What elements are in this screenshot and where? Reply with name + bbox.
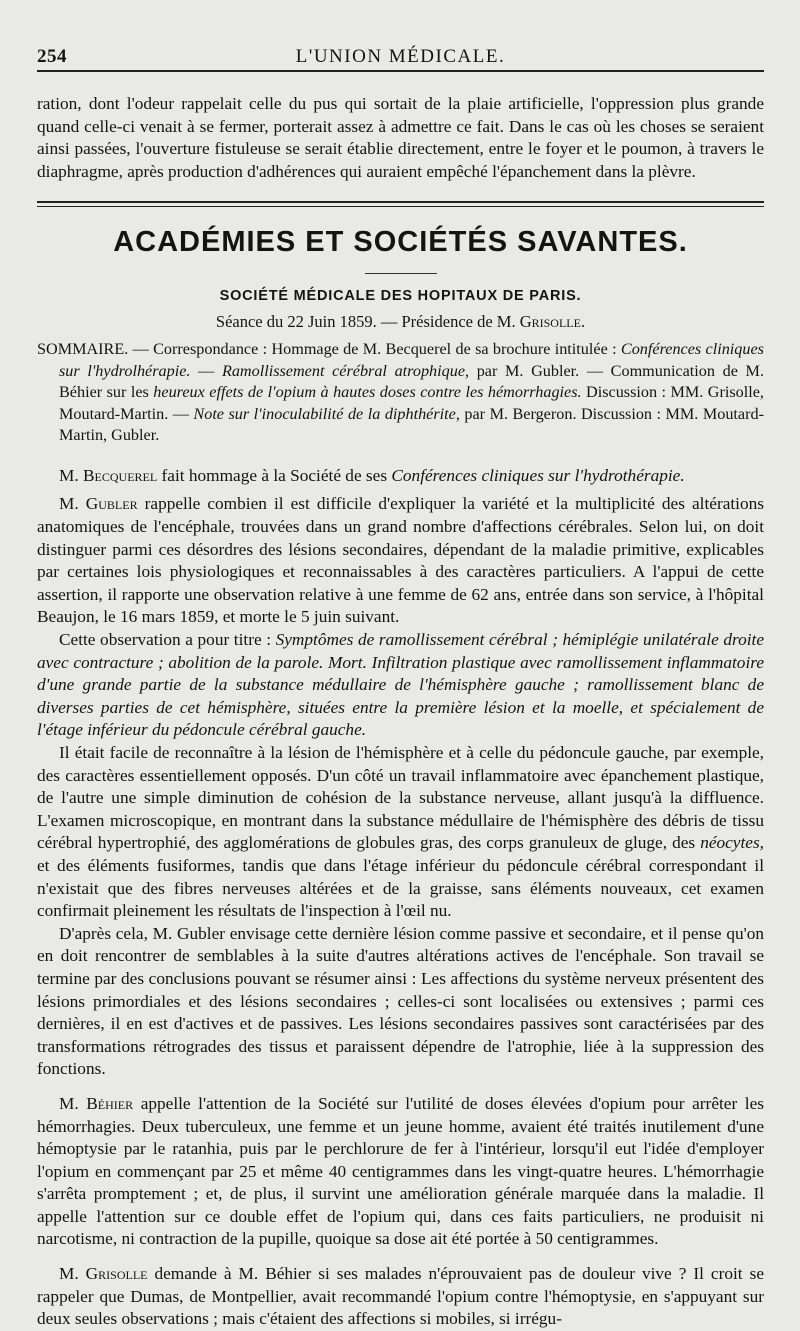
summary-italic: Ramollissement cérébral atrophique, xyxy=(221,361,470,380)
paragraph-gubler xyxy=(37,493,764,629)
paragraph-text: rappelle combien il est difficile d'expliquer la variété et la multiplicité des altérations anatomiques de l'encéphale, trouvées dans un grand nombre d'affections cérébrales. Selon lui, on doit distinguer parmi ces désordres des lésions secondaires, dépendant de la maladie primitive, explicables par certaines lois physiologiques et reconnaissables à des caractères particuliers. A l'appui de cette assertion, il rapporte une observation relative à une femme de 62 ans, entrée dans son service, à l'hôpital Beaujon, le 16 mars 1859, et morte le 5 juin suivant. xyxy=(37,494,764,627)
summary xyxy=(37,339,764,447)
paragraph-conclusions: D'après cela, M. Gubler envisage cette dernière lésion comme passive et secondaire, et il pense qu'on en doit rencontrer de semblables à la suite d'autres altérations actives de l'encéphale. Son travail se termine par des conclusions pouvant se résumer ainsi : Les affections du système nerveux présentent des lésions primordiales et des lésions secondaires ; celles-ci sont localisées ou extensives ; parmi ces dernières, il en est d'actives et de passives. Les lésions secondaires passives sont caractérisées par des transformations rétrogrades des tissus et paraissent dépendre de l'atrophie, liée à la suppression des fonctions. xyxy=(37,923,764,1079)
summary-label: SOMMAIRE. xyxy=(37,340,129,359)
paragraph-italic: Conférences cliniques sur l'hydrothérapie. xyxy=(391,465,685,485)
summary-italic: heureux effets de l'opium à hautes doses contre les hémorrhagies. xyxy=(153,383,582,402)
section-title: ACADÉMIES ET SOCIÉTÉS SAVANTES. xyxy=(113,226,688,259)
summary-part: — Correspondance : Hommage de M. Becquerel de sa brochure intitulée : xyxy=(128,340,621,359)
summary-part: — xyxy=(190,361,222,380)
paragraph-behier xyxy=(37,1093,764,1251)
speaker-name: M. Becquerel xyxy=(59,465,158,485)
page-number: 254 xyxy=(37,46,67,67)
society-title: SOCIÉTÉ MÉDICALE DES HOPITAUX DE PARIS. xyxy=(219,288,582,305)
section-divider xyxy=(37,201,764,207)
paragraph-text: Cette observation a pour titre : xyxy=(59,630,276,650)
session-date: Séance du 22 Juin 1859. — Présidence de M. xyxy=(215,312,520,332)
paragraph-lesions xyxy=(37,742,764,923)
speaker-name: M. Grisolle xyxy=(59,1264,148,1284)
paragraph-italic: néocytes, xyxy=(700,833,764,853)
paragraph-observation xyxy=(37,629,764,742)
journal-title: L'UNION MÉDICALE. xyxy=(295,46,506,67)
intro-paragraph: ration, dont l'odeur rappelait celle du pus qui sortait de la plaie artificielle, l'oppression plus grande quand celle-ci venait à se fermer, porterait assez à admettre ce fait. Dans le cas où les choses se seraient ainsi passées, l'ouverture fistuleuse se serait établie directement, entre le foyer et le poumon, à travers le diaphragme, après production d'adhérences qui auraient empêché l'épanchement dans la plèvre. xyxy=(37,94,764,181)
paragraph-becquerel xyxy=(37,465,764,488)
paragraph-text: Il était facile de reconnaître à la lésion de l'hémisphère et à celle du pédoncule gauche, par exemple, des caractères essentiellement opposés. D'un côté un travail inflammatoire avec épanchement plastique, de l'autre une simple diminution de cohésion de la substance nerveuse, allant jusqu'à la diffluence. L'examen microscopique, en montrant dans la substance médullaire de l'hémisphère des débris de tissu cérébral hypertrophié, des agglomérations de globules gras, des corps granuleux de gluge, des xyxy=(37,743,764,853)
session-line xyxy=(37,311,764,333)
summary-italic: Note sur l'inoculabilité de la diphthérite xyxy=(193,404,456,423)
paragraph-text: et des éléments fusiformes, tandis que dans l'étage inférieur du pédoncule cérébral correspondant il n'existait que des fibres nerveuses altérées et de la graisse, sans éléments nouveaux, cet examen confirmait pleinement les résultats de l'inspection à l'œil nu. xyxy=(37,855,764,921)
speaker-name: M. Gubler xyxy=(59,494,138,514)
summary-part: par M. Gubler. — Communication de M. Béhier sur les xyxy=(59,361,764,402)
paragraph-grisolle xyxy=(37,1263,764,1331)
summary-part: , par M. Bergeron. Discussion : MM. Moutard-Martin, Gubler. xyxy=(59,404,764,445)
running-head xyxy=(37,0,764,67)
paragraph-text: appelle l'attention de la Société sur l'utilité de doses élevées d'opium pour arrêter les hémorrhagies. Deux tuberculeux, une femme et un jeune homme, avaient été traités inutilement d'une hémoptysie par le ratanhia, puis par le perchlorure de fer à l'intérieur, lorsqu'il eut l'idée d'employer l'opium en commençant par 25 et même 40 centigrammes dans les vingt-quatre heures. L'hémorrhagie s'arrêta promptement ; et, de plus, il survint une amélioration générale marquée dans la maladie. Il appelle l'attention sur ce double effet de l'opium qui, dans ces faits particuliers, ne produisit ni narcotisme, ni contraction de la pupille, quoique sa dose ait été portée à 50 centigrammes. xyxy=(37,1093,764,1249)
observation-title: Symptômes de ramollissement cérébral ; hémiplégie unilatérale droite avec contracture ; abolition de la parole. Mort. Infiltration plastique avec ramollissement inflammatoire d'une grande partie de la substance médullaire de l'hémisphère gauche ; ramollissement blanc de diverses parties de cet hémisphère, situées entre la première lésion et la moelle, et spécialement de l'étage inférieur du pédoncule cérébral gauche. xyxy=(37,630,765,740)
title-rule xyxy=(365,273,437,274)
speaker-name: M. Béhier xyxy=(59,1093,134,1113)
summary-italic: Conférences cliniques sur l'hydrolhérapie. xyxy=(59,340,764,380)
paragraph-text: demande à M. Béhier si ses malades n'éprouvaient pas de douleur vive ? Il croit se rappeler que Dumas, de Montpellier, avait recommandé l'opium contre l'hémoptysie, en s'appuyant sur deux seules observations ; mais c'étaient des affections si mobiles, si irrégu- xyxy=(37,1264,764,1329)
paragraph-text: fait hommage à la Société de ses xyxy=(157,465,392,485)
summary-text xyxy=(37,339,764,447)
summary-part: Discussion : MM. Grisolle, Moutard-Martin. — xyxy=(59,383,764,423)
session-president: Grisolle. xyxy=(519,312,586,332)
